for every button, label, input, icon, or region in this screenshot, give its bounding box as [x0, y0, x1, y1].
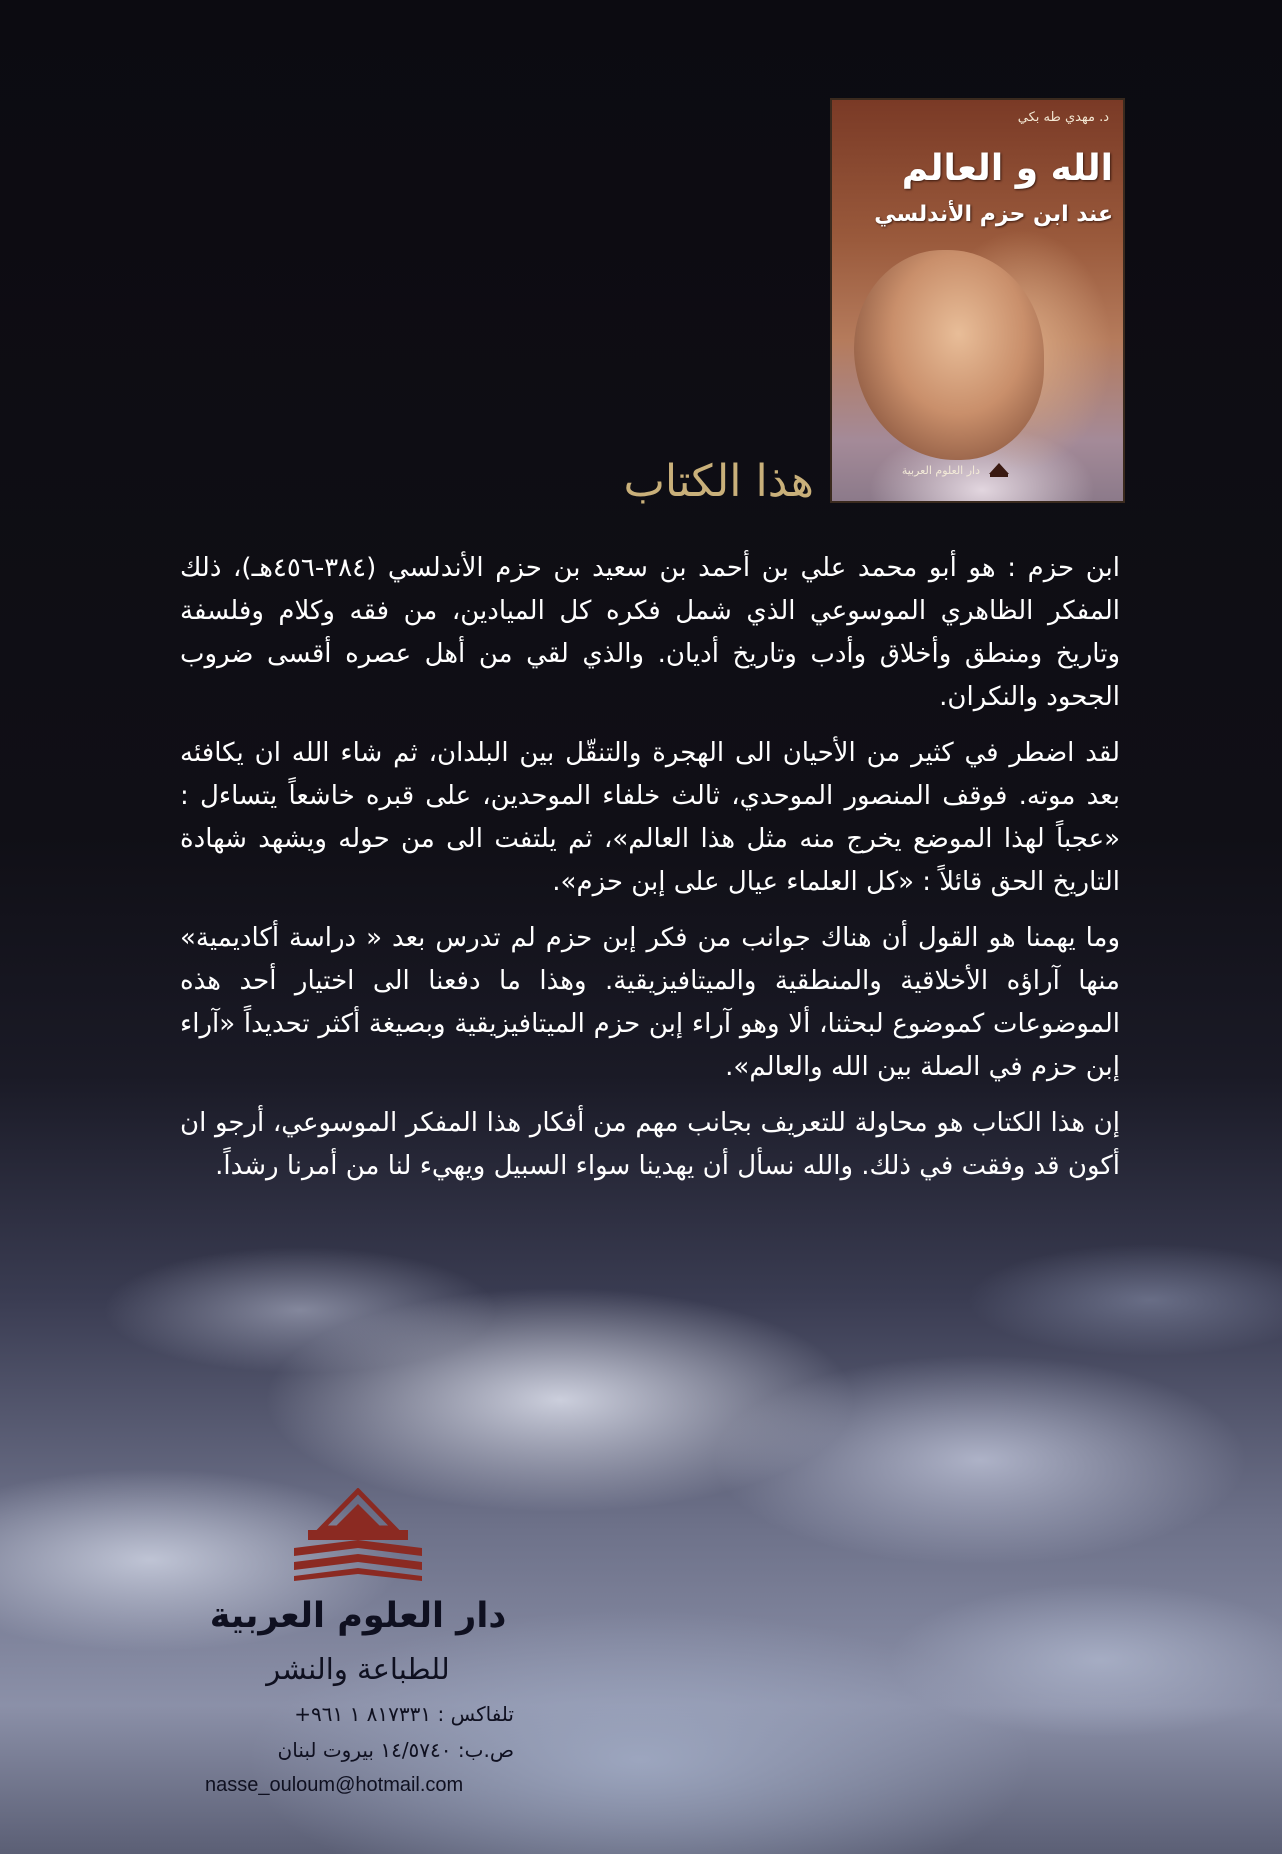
publisher-logo-icon [288, 1488, 428, 1583]
publisher-email: nasse_ouloum@hotmail.com [205, 1774, 464, 1796]
section-heading: هذا الكتاب [623, 456, 814, 507]
cover-title: الله و العالم [901, 148, 1113, 189]
paragraph: لقد اضطر في كثير من الأحيان الى الهجرة والتنقّل بين البلدان، ثم شاء الله ان يكافئه بعد موته. فوقف المنصور الموحدي، ثالث خلفاء الموحدين، على قبره خاشعاً يتساءل : «عجباً لهذا الموضع يخرج منه مثل هذا العالم»، ثم يلتفت الى من حوله ويشهد شهادة التاريخ الحق قائلاً : «كل العلماء عيال على إبن حزم». [180, 738, 1120, 897]
cover-publisher: دار العلوم العربية [901, 464, 980, 477]
book-cover-thumbnail [830, 98, 1125, 503]
publisher-name: دار العلوم العربية [209, 1596, 507, 1636]
cover-subtitle: عند ابن حزم الأندلسي [874, 202, 1113, 227]
cover-publisher-logo-icon [988, 462, 1010, 478]
cover-author: د. مهدي طه بكي [1017, 110, 1109, 125]
paragraph: ابن حزم : هو أبو محمد علي بن أحمد بن سعيد بن حزم الأندلسي (٣٨٤-٤٥٦هـ)، ذلك المفكر الظاهري الموسوعي الذي شمل فكره كل الميادين، من فقه وكلام وفلسفة وتاريخ ومنطق وأخلاق وأدب وتاريخ أديان. والذي لقي من أهل عصره أقسى ضروب الجحود والنكران. [180, 553, 1120, 712]
cover-portrait [854, 250, 1044, 460]
paragraph: وما يهمنا هو القول أن هناك جوانب من فكر إبن حزم لم تدرس بعد « دراسة أكاديمية» منها آراؤه الأخلاقية والمنطقية والميتافيزيقية. وهذا ما دفعنا الى اختيار أحد هذه الموضوعات كموضوع لبحثنا، ألا وهو آراء إبن حزم الميتافيزيقية وبصيغة أكثر تحديداً «آراء إبن حزم في الصلة بين الله والعالم». [180, 923, 1120, 1082]
publisher-tagline: للطباعة والنشر [266, 1652, 450, 1686]
publisher-pobox: ص.ب: ١٤/٥٧٤٠ بيروت لبنان [277, 1738, 514, 1762]
publisher-phone: تلفاكس : ٨١٧٣٣١ ١ ٩٦١+ [294, 1702, 514, 1726]
paragraph: إن هذا الكتاب هو محاولة للتعريف بجانب مهم من أفكار هذا المفكر الموسوعي، أرجو ان أكون قد وفقت في ذلك. والله نسأل أن يهدينا سواء السبيل ويهيء لنا من أمرنا رشداً. [180, 1108, 1120, 1181]
book-description [180, 547, 1120, 1201]
